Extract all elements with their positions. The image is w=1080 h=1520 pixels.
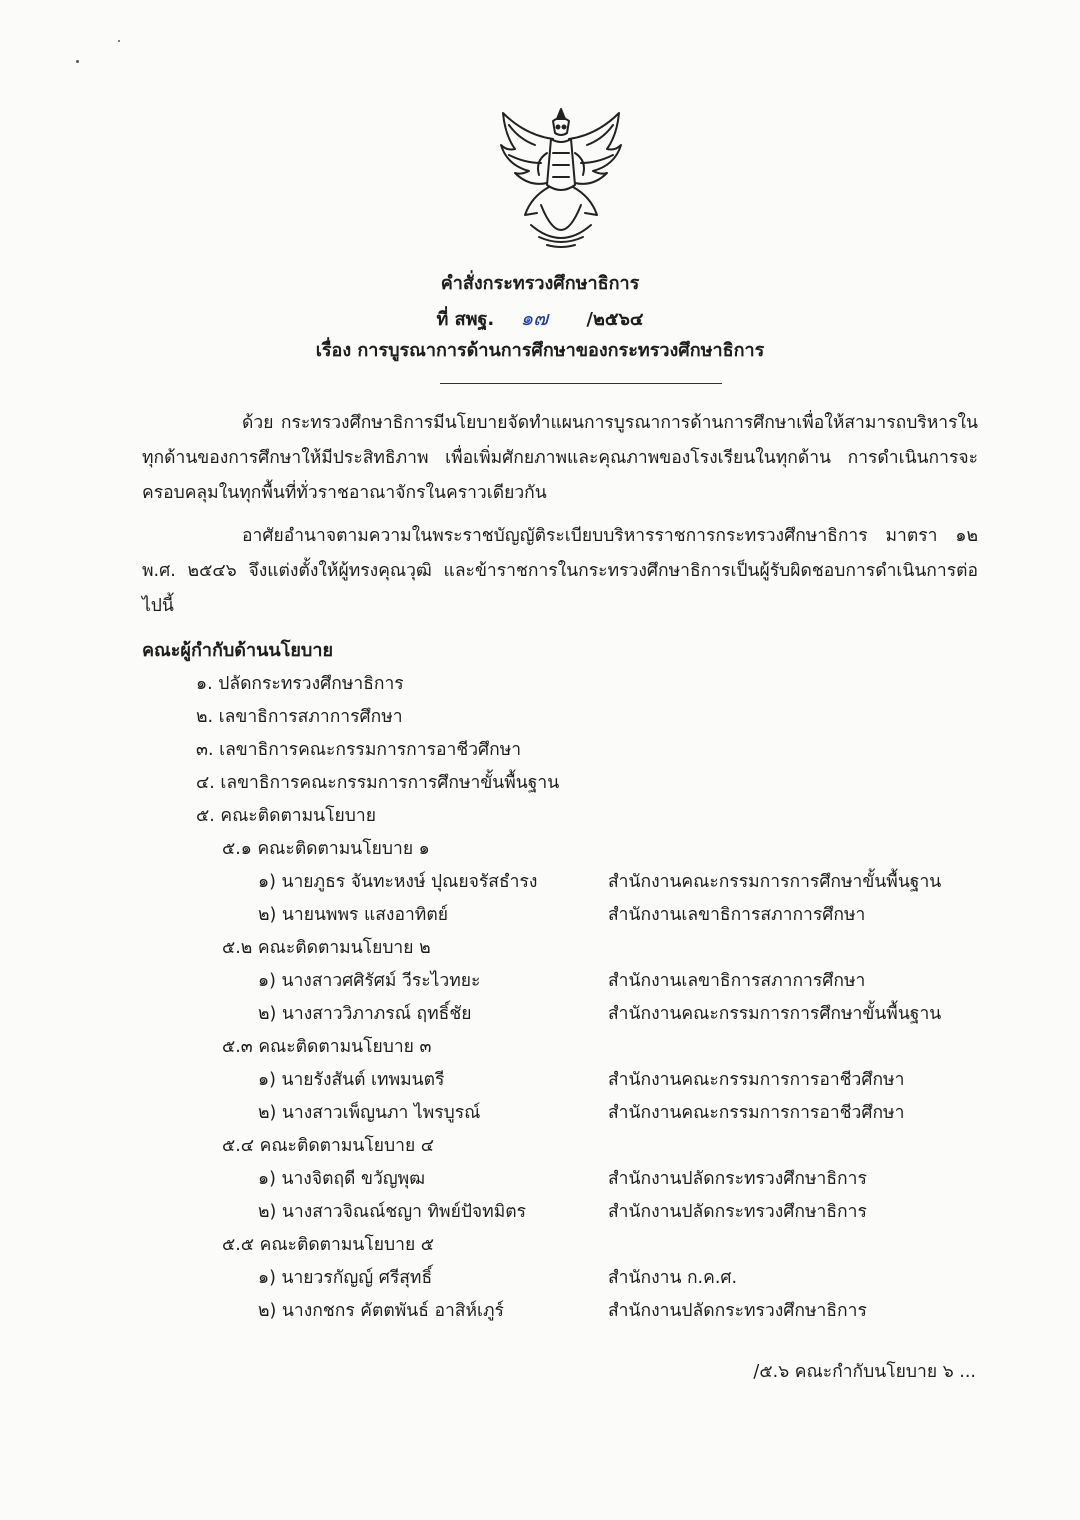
paragraph-intro [142, 406, 978, 511]
group-title: ๕.๕ คณะติดตามนโยบาย ๕ [222, 1235, 435, 1255]
person-name: ๒) นางสาววิภาภรณ์ ฤทธิ์ชัย [258, 1004, 472, 1024]
group-title: ๕.๔ คณะติดตามนโยบาย ๔ [222, 1136, 435, 1156]
person-name: ๒) นางสาวเพ็ญนภา ไพรบูรณ์ [258, 1103, 481, 1123]
list-item: ๒. เลขาธิการสภาการศึกษา [196, 707, 403, 727]
paragraph-intro-text: ด้วย กระทรวงศึกษาธิการมีนโยบายจัดทำแผนการบูรณาการด้านการศึกษาเพื่อให้สามารถบริหารในทุกด้านของการศึกษาให้มีประสิทธิภาพ เพื่อเพิ่มศักยภาพและคุณภาพของโรงเรียนในทุกด้าน การดำเนินการจะครอบคลุมในทุกพื้นที่ทั่วราชอาณาจักรในคราวเดียวกัน [142, 413, 978, 503]
group-title: ๕.๒ คณะติดตามนโยบาย ๒ [222, 938, 431, 958]
person-office: สำนักงานคณะกรรมการการอาชีวศึกษา [608, 1103, 905, 1123]
person-name: ๑) นายรังสันต์ เทพมนตรี [258, 1070, 445, 1090]
committee-heading: คณะผู้กำกับด้านนโยบาย [142, 640, 333, 661]
order-prefix: ที่ สพฐ. [436, 309, 495, 330]
person-name: ๑) นางจิตฤดี ขวัญพุฒ [258, 1169, 426, 1189]
order-title: คำสั่งกระทรวงศึกษาธิการ [440, 273, 640, 294]
order-year: /๒๕๖๔ [586, 309, 644, 330]
subject-block [0, 335, 1080, 364]
order-title-block [0, 268, 1080, 297]
person-name: ๒) นางสาวจิณณ์ชญา ทิพย์ปัจทมิตร [258, 1202, 527, 1222]
order-number: ๑๗ [520, 306, 549, 330]
scan-speck [118, 40, 120, 42]
paragraph-authority-text: อาศัยอำนาจตามความในพระราชบัญญัติระเบียบบริหารราชการกระทรวงศึกษาธิการ มาตรา ๑๒ พ.ศ. ๒๕๔๖ จึงแต่งตั้งให้ผู้ทรงคุณวุฒิ และข้าราชการในกระทรวงศึกษาธิการเป็นผู้รับผิดชอบการดำเนินการต่อไปนี้ [142, 526, 978, 616]
continuation-reference: /๕.๖ คณะกำกับนโยบาย ๖ ... [753, 1362, 976, 1382]
person-office: สำนักงานคณะกรรมการการอาชีวศึกษา [608, 1070, 905, 1090]
person-office: สำนักงานปลัดกระทรวงศึกษาธิการ [608, 1169, 867, 1189]
list-item: ๕. คณะติดตามนโยบาย [196, 806, 376, 826]
list-item: ๑. ปลัดกระทรวงศึกษาธิการ [196, 674, 404, 694]
person-office: สำนักงานปลัดกระทรวงศึกษาธิการ [608, 1301, 867, 1321]
person-office: สำนักงานปลัดกระทรวงศึกษาธิการ [608, 1202, 867, 1222]
order-number-line [0, 302, 1080, 334]
scan-speck [76, 60, 79, 63]
person-name: ๑) นายภูธร จันทะหงษ์ ปุณยจรัสธำรง [258, 872, 538, 892]
list-item: ๓. เลขาธิการคณะกรรมการการอาชีวศึกษา [196, 740, 522, 760]
order-subject: เรื่อง การบูรณาการด้านการศึกษาของกระทรวงศึกษาธิการ [315, 340, 765, 361]
garuda-emblem-icon [495, 105, 627, 250]
person-office: สำนักงานคณะกรรมการการศึกษาขั้นพื้นฐาน [608, 872, 942, 892]
person-office: สำนักงานคณะกรรมการการศึกษาขั้นพื้นฐาน [608, 1004, 942, 1024]
group-title: ๕.๑ คณะติดตามนโยบาย ๑ [222, 839, 430, 859]
person-name: ๑) นางสาวศศิรัศม์ วีระไวทยะ [258, 971, 481, 991]
paragraph-authority [142, 519, 978, 624]
list-item: ๔. เลขาธิการคณะกรรมการการศึกษาขั้นพื้นฐาน [196, 773, 560, 793]
person-office: สำนักงาน ก.ค.ศ. [608, 1268, 738, 1288]
person-name: ๑) นายวรกัญญ์ ศรีสุทธิ์ [258, 1268, 433, 1288]
person-name: ๒) นายนพพร แสงอาทิตย์ [258, 905, 448, 925]
person-office: สำนักงานเลขาธิการสภาการศึกษา [608, 905, 866, 925]
person-name: ๒) นางกชกร คัตตพันธ์ อาสิห์เภูร์ [258, 1301, 504, 1321]
group-title: ๕.๓ คณะติดตามนโยบาย ๓ [222, 1037, 432, 1057]
title-divider [440, 383, 722, 384]
person-office: สำนักงานเลขาธิการสภาการศึกษา [608, 971, 866, 991]
